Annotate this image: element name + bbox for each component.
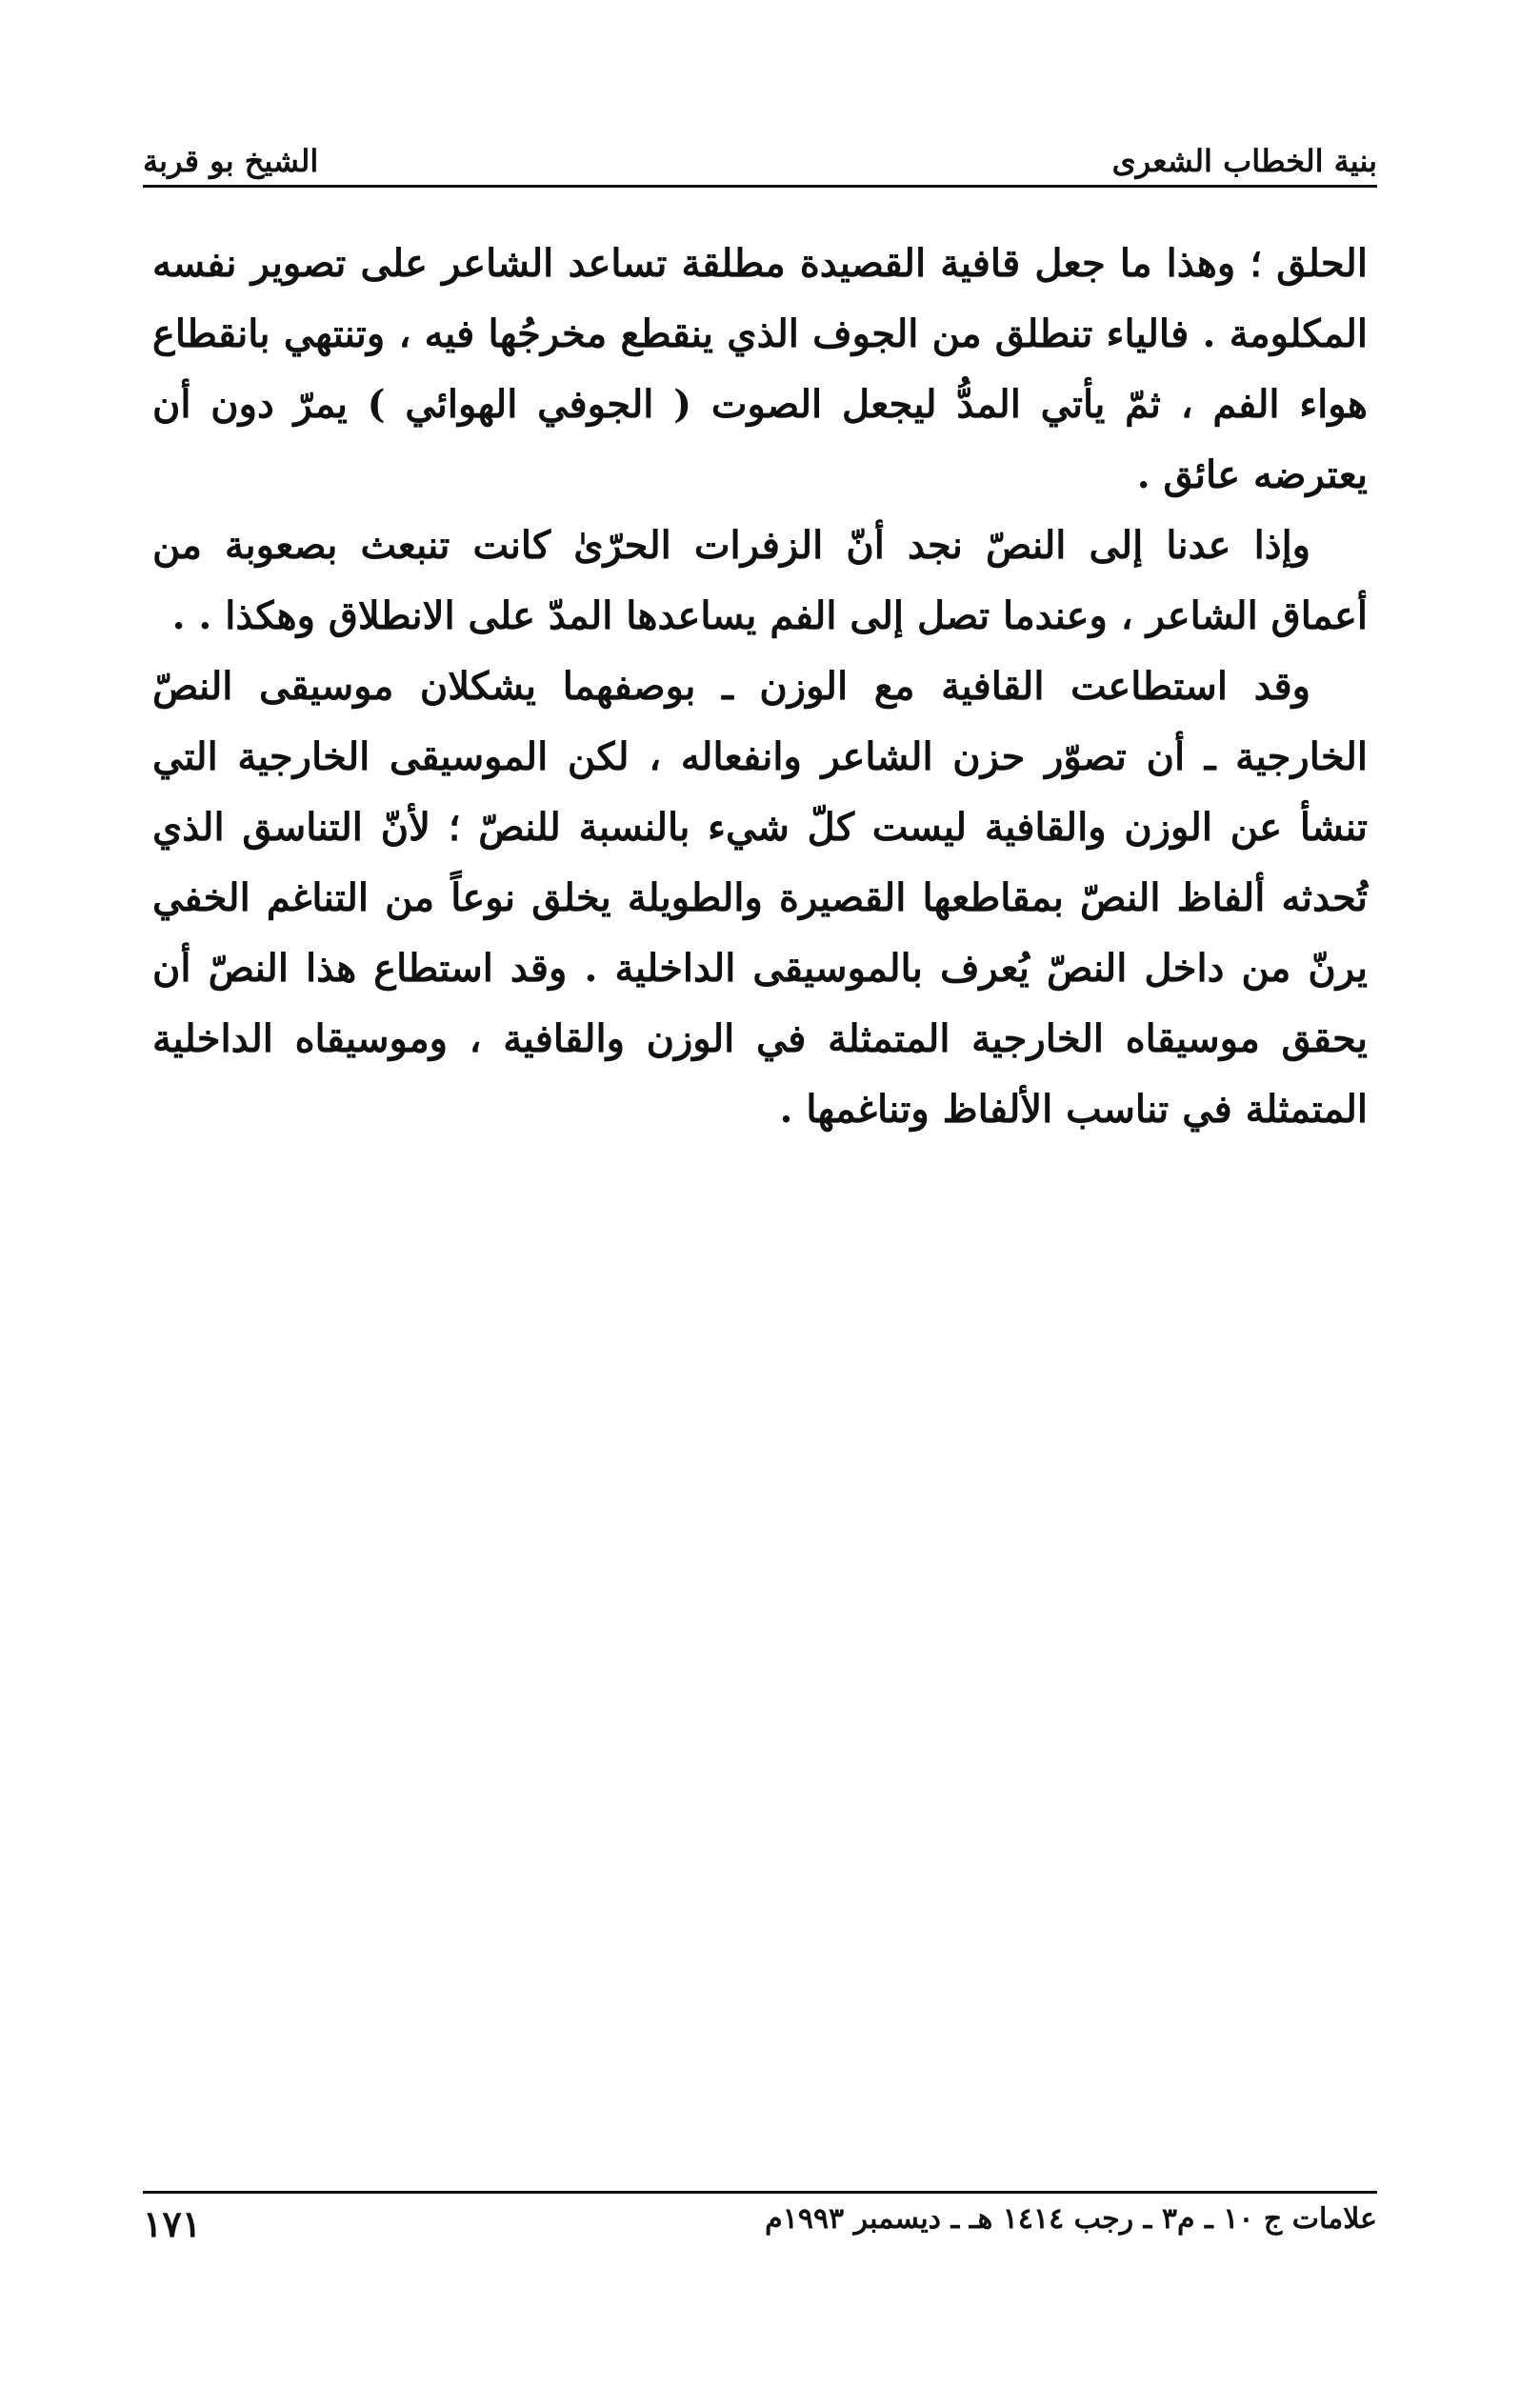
header-divider: [143, 185, 1377, 188]
paragraph-1: الحلق ؛ وهذا ما جعل قافية القصيدة مطلقة تساعد الشاعر على تصوير نفسه المكلومة . فالياء تنطلق من الجوف الذي ينقطع مخرجُها فيه ، وتنتهي بانقطاع هواء الفم ، ثمّ يأتي المدُّ ليجعل الصوت ( الجوفي الهوائي ) يمرّ دون أن يعترضه عائق .: [152, 241, 1368, 497]
page-number: ١٧١: [143, 2202, 202, 2245]
footer-divider: [143, 2191, 1377, 2194]
header-author-name: الشيخ بو قربة: [143, 143, 319, 179]
running-footer: [143, 2202, 1377, 2259]
paragraph-2: وإذا عدنا إلى النصّ نجد أنّ الزفرات الحرّىٰ كانت تنبعث بصعوبة من أعماق الشاعر ، وعندما تصل إلى الفم يساعدها المدّ على الانطلاق وهكذا . .: [152, 523, 1368, 638]
header-book-title: بنية الخطاب الشعرى: [1111, 143, 1377, 179]
running-header: [143, 122, 1377, 179]
body-text: [152, 229, 1368, 1145]
paragraph-3: وقد استطاعت القافية مع الوزن ـ بوصفهما يشكلان موسيقى النصّ الخارجية ـ أن تصوّر حزن الشاعر وانفعاله ، لكن الموسيقى الخارجية التي تنشأ عن الوزن والقافية ليست كلّ شيء بالنسبة للنصّ ؛ لأنّ التناسق الذي تُحدثه ألفاظ النصّ بمقاطعها القصيرة والطويلة يخلق نوعاً من التناغم الخفي يرنّ من داخل النصّ يُعرف بالموسيقى الداخلية . وقد استطاع هذا النصّ أن يحقق موسيقاه الخارجية المتمثلة في الوزن والقافية ، وموسيقاه الداخلية المتمثلة في تناسب الألفاظ وتناغمها .: [152, 664, 1368, 1132]
footer-journal-citation: علامات ج ١٠ ـ م٣ ـ رجب ١٤١٤ هـ ـ ديسمبر ١٩٩٣م: [765, 2202, 1377, 2236]
